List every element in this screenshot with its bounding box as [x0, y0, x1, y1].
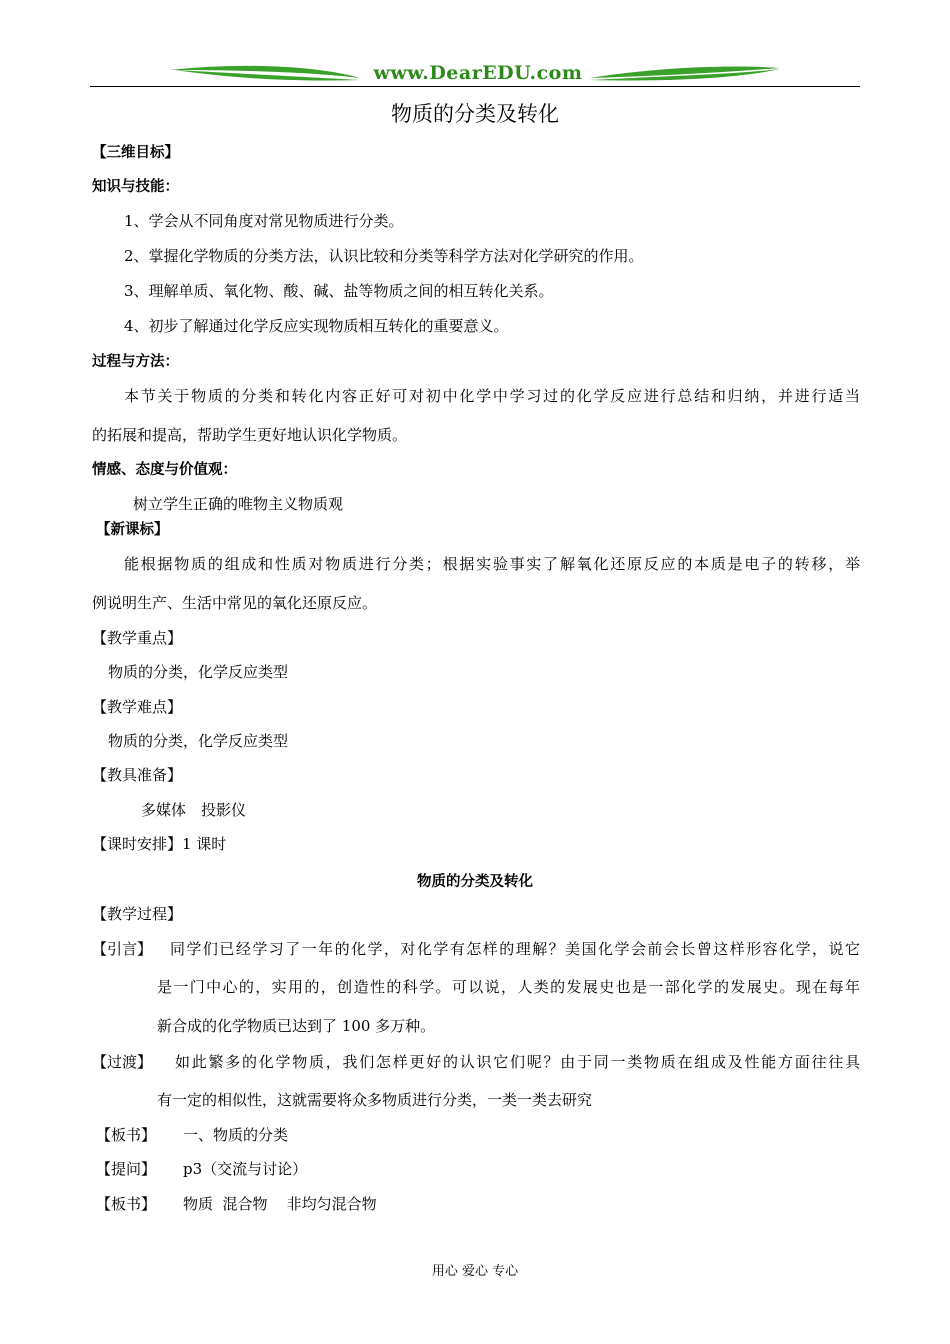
- transition-text: 有一定的相似性，这就需要将众多物质进行分类，一类一类去研究: [157, 1091, 593, 1109]
- process-heading: 过程与方法：: [92, 354, 179, 370]
- question-label: 【提问】: [96, 1160, 157, 1178]
- section-subtitle: 物质的分类及转化: [417, 874, 533, 890]
- new-standard-text: 能根据物质的组成和性质对物质进行分类；根据实验事实了解氧化还原反应的本质是电子的转移，举: [124, 555, 860, 573]
- board-label: 【板书】: [96, 1195, 157, 1213]
- process-text: 本节关于物质的分类和转化内容正好可对初中化学中学习过的化学反应进行总结和归纳，并进行适当: [124, 387, 860, 405]
- equipment-text: 多媒体 投影仪: [141, 801, 247, 819]
- schedule-line: 【课时安排】1 课时: [92, 835, 227, 853]
- equipment-heading: 【教具准备】: [92, 766, 183, 784]
- knowledge-item: 4、初步了解通过化学反应实现物质相互转化的重要意义。: [124, 317, 509, 335]
- knowledge-item: 3、理解单质、氧化物、酸、碱、盐等物质之间的相互转化关系。: [124, 282, 554, 300]
- knowledge-heading: 知识与技能：: [92, 179, 179, 195]
- difficulties-heading: 【教学难点】: [92, 698, 183, 716]
- question-text: p3（交流与讨论）: [183, 1160, 308, 1178]
- site-logo-text: www.DearEDU.com: [373, 62, 583, 84]
- new-standard-text: 例说明生产、生活中常见的氧化还原反应。: [92, 594, 378, 612]
- page-title: 物质的分类及转化: [391, 102, 559, 126]
- transition-text: 如此繁多的化学物质，我们怎样更好的认识它们呢？由于同一类物质在组成及性能方面往往具: [175, 1053, 860, 1071]
- intro-text: 是一门中心的，实用的，创造性的科学。可以说，人类的发展史也是一部化学的发展史。现在每年: [157, 978, 860, 996]
- difficulties-text: 物质的分类，化学反应类型: [108, 732, 289, 750]
- header-banner: [90, 58, 860, 90]
- process-text: 的拓展和提高，帮助学生更好地认识化学物质。: [92, 426, 408, 444]
- intro-text: 新合成的化学物质已达到了 100 多万种。: [157, 1017, 436, 1035]
- emotion-heading: 情感、态度与价值观：: [92, 462, 237, 478]
- intro-text: 同学们已经学习了一年的化学，对化学有怎样的理解？美国化学会前会长曾这样形容化学，说它: [170, 940, 860, 958]
- knowledge-item: 2、掌握化学物质的分类方法，认识比较和分类等科学方法对化学研究的作用。: [124, 247, 644, 265]
- header-rule: [90, 86, 860, 87]
- three-goals-heading: 【三维目标】: [92, 145, 179, 161]
- board-label: 【板书】: [96, 1126, 157, 1144]
- transition-label: 【过渡】: [92, 1053, 153, 1071]
- key-points-text: 物质的分类，化学反应类型: [108, 663, 289, 681]
- board-text: 物质 混合物 非均匀混合物: [183, 1195, 377, 1213]
- teaching-process-heading: 【教学过程】: [92, 905, 183, 923]
- emotion-text: 树立学生正确的唯物主义物质观: [133, 495, 344, 513]
- new-standard-heading: 【新课标】: [96, 522, 169, 538]
- key-points-heading: 【教学重点】: [92, 629, 183, 647]
- intro-label: 【引言】: [92, 940, 153, 958]
- board-text: 一、物质的分类: [183, 1126, 289, 1144]
- knowledge-item: 1、学会从不同角度对常见物质进行分类。: [124, 212, 404, 230]
- page-footer: 用心 爱心 专心: [431, 1264, 519, 1279]
